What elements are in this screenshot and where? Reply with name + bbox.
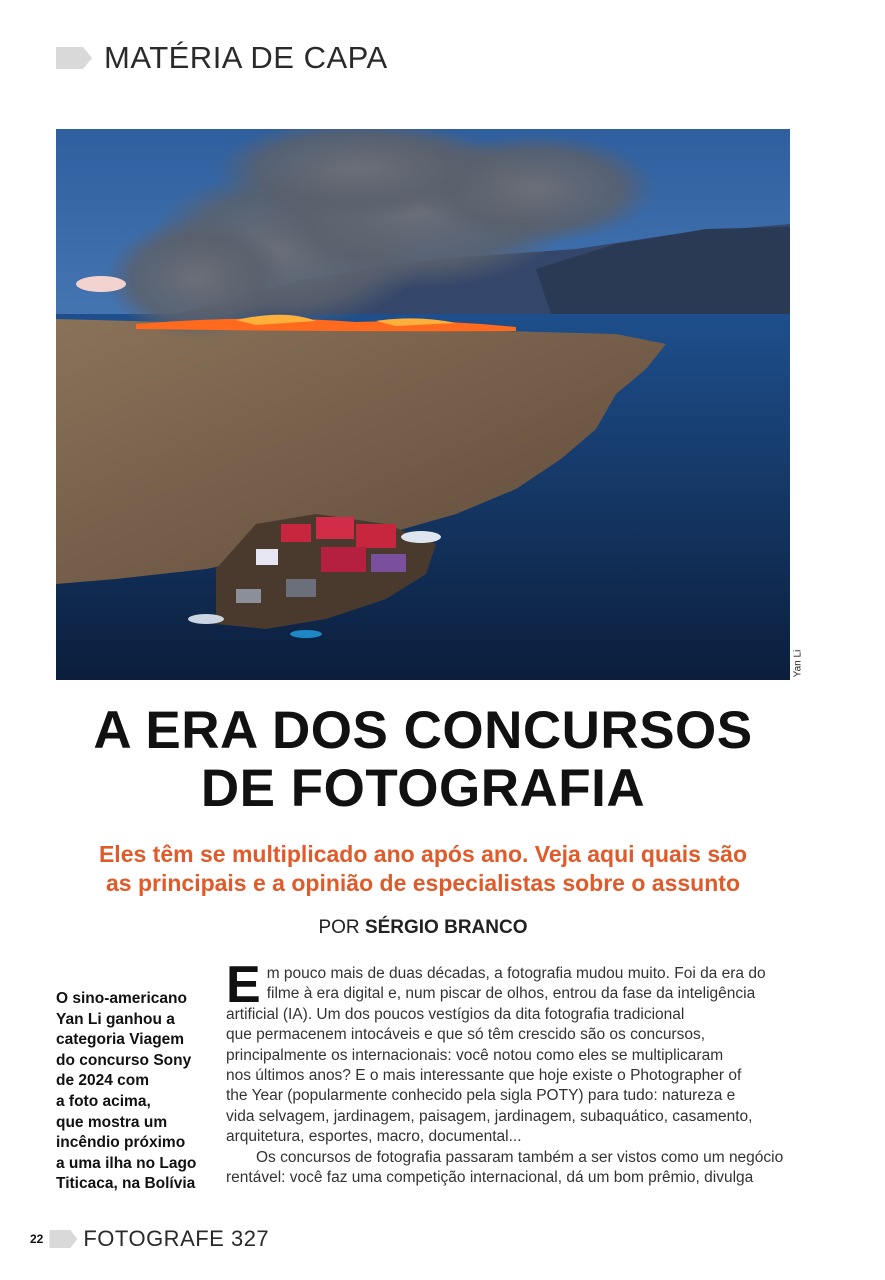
caption-line: a uma ilha no Lago bbox=[56, 1154, 197, 1172]
section-title: MATÉRIA DE CAPA bbox=[104, 40, 388, 75]
headline bbox=[56, 702, 790, 818]
caption-line: a foto acima, bbox=[56, 1092, 151, 1110]
body-line: que permacenem intocáveis e que só têm crescido são os concursos, bbox=[226, 1026, 706, 1044]
article-body bbox=[226, 956, 791, 1188]
byline-author: SÉRGIO BRANCO bbox=[364, 917, 528, 938]
caption-line: Titicaca, na Bolívia bbox=[56, 1175, 196, 1193]
body-line: rentável: você faz uma competição internacional, dá um bom prêmio, divulga bbox=[226, 1169, 754, 1187]
paragraph-1 bbox=[226, 956, 791, 1148]
section-header bbox=[56, 40, 388, 76]
byline-prefix: POR bbox=[318, 917, 360, 938]
caption-line: categoria Viagem bbox=[56, 1031, 185, 1049]
chevron-icon bbox=[49, 1230, 77, 1248]
caption-line: incêndio próximo bbox=[56, 1134, 186, 1152]
body-line: artificial (IA). Um dos poucos vestígios da dita fotografia tradicional bbox=[226, 1005, 685, 1023]
deck bbox=[56, 840, 790, 898]
body-line: the Year (popularmente conhecido pela sigla POTY) para tudo: natureza e bbox=[226, 1087, 736, 1105]
caption-line: O sino-americano bbox=[56, 990, 187, 1007]
drop-cap: E bbox=[226, 956, 261, 1014]
magazine-issue: FOTOGRAFE 327 bbox=[83, 1226, 270, 1251]
photo-credit: Yan Li bbox=[792, 649, 804, 678]
body-line: nos últimos anos? E o mais interessante que hoje existe o Photographer of bbox=[226, 1067, 742, 1085]
headline-line-1: A ERA DOS CONCURSOS bbox=[93, 701, 753, 760]
caption-line: Yan Li ganhou a bbox=[56, 1010, 175, 1028]
deck-line-2: as principais e a opinião de especialistas sobre o assunto bbox=[105, 870, 740, 896]
body-line: vida selvagem, jardinagem, paisagem, jardinagem, subaquático, casamento, bbox=[226, 1107, 753, 1125]
caption-line: de 2024 com bbox=[56, 1072, 150, 1090]
body-line: arquitetura, esportes, macro, documental... bbox=[226, 1128, 522, 1146]
chevron-icon bbox=[56, 47, 92, 69]
body-line: m pouco mais de duas décadas, a fotografia mudou muito. Foi da era do bbox=[266, 965, 766, 982]
body-line: filme à era digital e, num piscar de olhos, entrou da fase da inteligência bbox=[266, 985, 756, 1003]
byline bbox=[56, 917, 790, 939]
photo-caption bbox=[56, 989, 206, 1195]
deck-line-1: Eles têm se multiplicado ano após ano. Veja aqui quais são bbox=[98, 841, 748, 867]
headline-line-2: DE FOTOGRAFIA bbox=[200, 759, 646, 818]
cover-photo bbox=[56, 129, 790, 680]
body-line: Os concursos de fotografia passaram também a ser vistos como um negócio bbox=[256, 1148, 784, 1166]
caption-line: do concurso Sony bbox=[56, 1051, 192, 1069]
photo-illustration bbox=[56, 129, 790, 680]
page-number: 22 bbox=[30, 1232, 44, 1246]
caption-line: que mostra um bbox=[56, 1113, 168, 1131]
paragraph-2 bbox=[226, 1148, 791, 1189]
page-footer bbox=[30, 1226, 269, 1252]
body-line: principalmente os internacionais: você notou como eles se multiplicaram bbox=[226, 1046, 724, 1064]
